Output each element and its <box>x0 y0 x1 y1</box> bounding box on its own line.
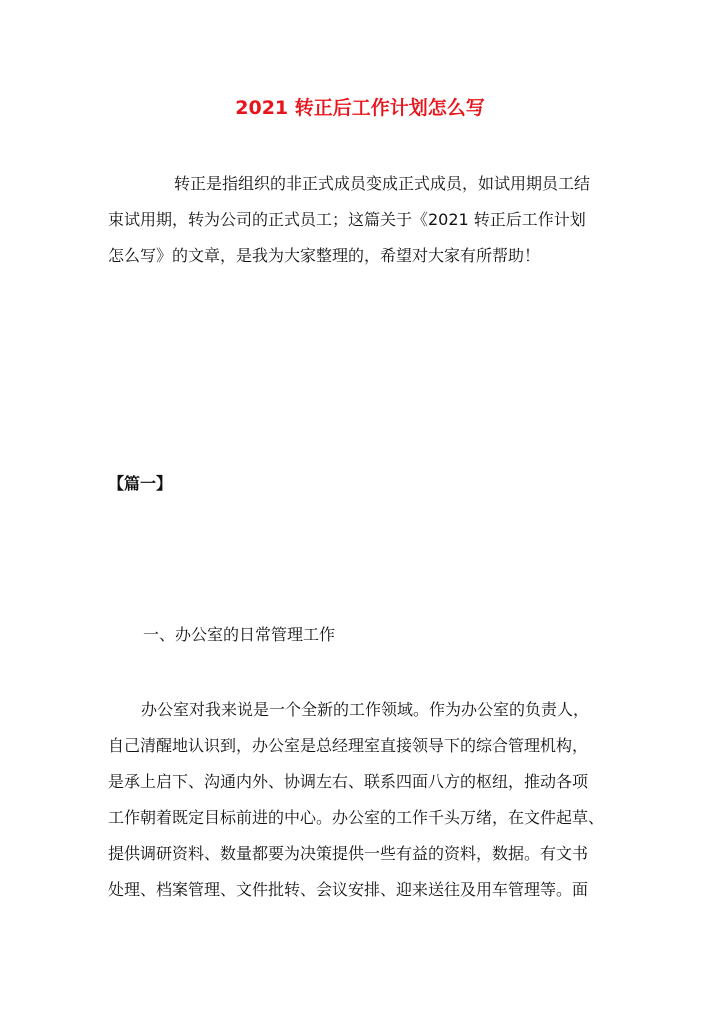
section-label: 【篇一】 <box>108 474 173 493</box>
section-heading: 一、办公室的日常管理工作 <box>143 625 336 644</box>
intro-line: 束试用期，转为公司的正式员工；这篇关于《2021 转正后工作计划 <box>108 210 586 229</box>
intro-line: 转正是指组织的非正式成员变成正式成员，如试用期员工结 <box>174 174 591 193</box>
body-line: 处理、档案管理、文件批转、会议安排、迎来送往及用车管理等。面 <box>108 880 589 899</box>
intro-line: 怎么写》的文章，是我为大家整理的，希望对大家有所帮助！ <box>108 246 541 265</box>
document-title: 2021 转正后工作计划怎么写 <box>235 97 485 119</box>
body-line: 工作朝着既定目标前进的中心。办公室的工作千头万绪，在文件起草、 <box>108 808 605 827</box>
body-paragraph <box>108 692 628 908</box>
body-line: 办公室对我来说是一个全新的工作领域。作为办公室的负责人， <box>141 700 590 719</box>
body-line: 自己清醒地认识到，办公室是总经理室直接领导下的综合管理机构， <box>108 736 589 755</box>
body-line: 是承上启下、沟通内外、协调左右、联系四面八方的枢纽，推动各项 <box>108 772 589 791</box>
intro-paragraph <box>108 166 628 274</box>
body-line: 提供调研资料、数量都要为决策提供一些有益的资料，数据。有文书 <box>108 844 589 863</box>
